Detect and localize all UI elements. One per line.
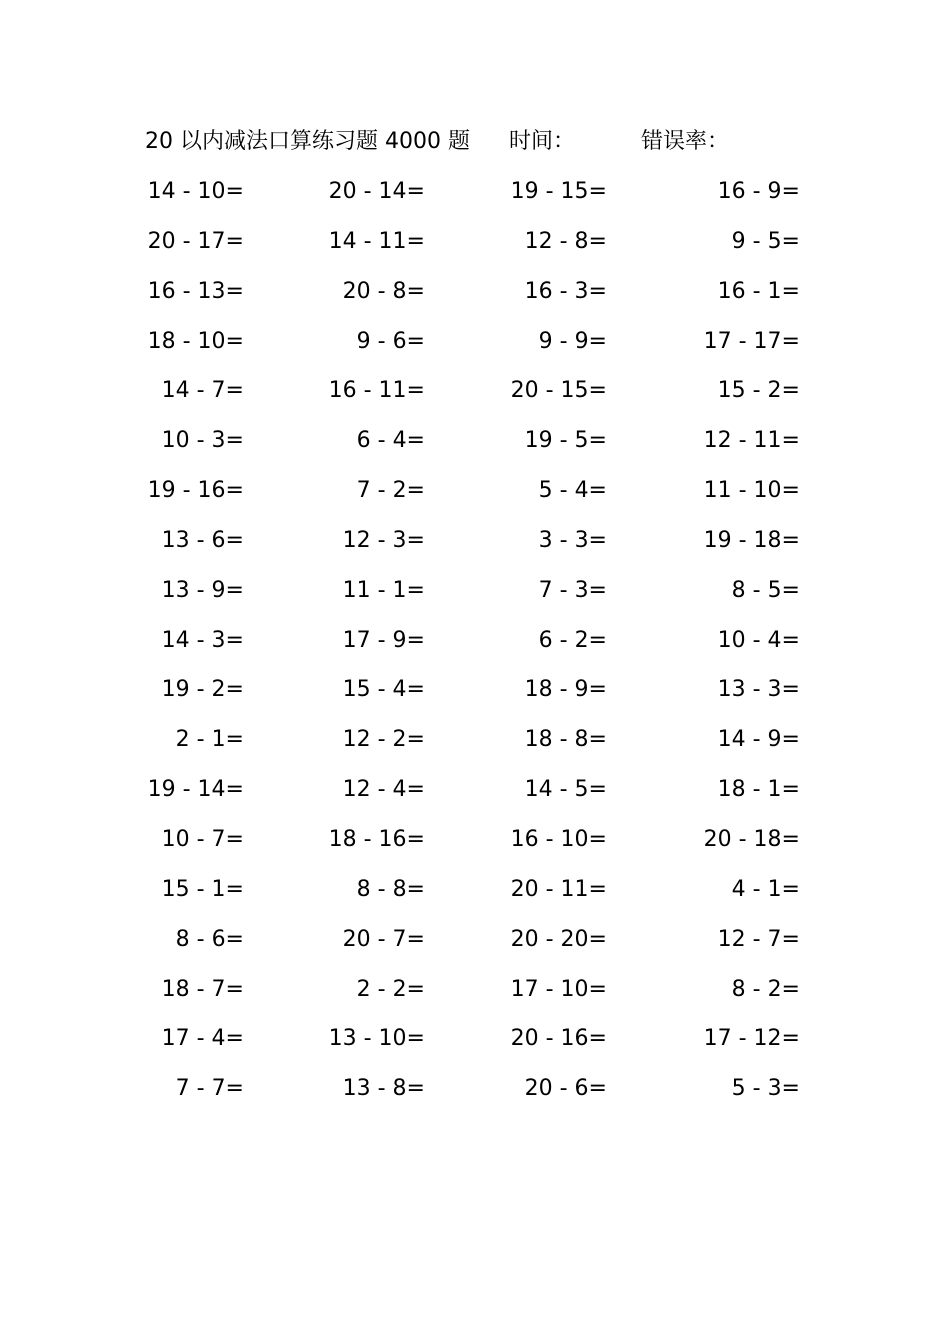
subtraction-problem: 16 - 9= (717, 179, 800, 204)
subtraction-problem: 20 - 16= (510, 1026, 607, 1052)
subtraction-problem: 7 - 3= (538, 577, 607, 603)
subtraction-problem: 18 - 9= (524, 677, 607, 703)
error-rate-label: 错误率： (641, 129, 730, 154)
subtraction-problem: 15 - 2= (717, 378, 800, 404)
subtraction-problem: 13 - 3= (717, 677, 800, 703)
subtraction-problem: 5 - 3= (731, 1076, 800, 1102)
subtraction-problem: 7 - 2= (356, 478, 425, 504)
subtraction-problem: 18 - 7= (161, 976, 244, 1002)
subtraction-problem: 16 - 1= (717, 278, 800, 304)
subtraction-problem: 8 - 8= (356, 876, 425, 902)
subtraction-problem: 10 - 7= (161, 826, 244, 852)
subtraction-problem: 12 - 4= (342, 777, 425, 803)
time-label: 时间： (509, 129, 576, 154)
subtraction-problem: 4 - 1= (731, 876, 800, 902)
subtraction-problem: 19 - 5= (524, 428, 607, 454)
subtraction-problem: 20 - 17= (147, 228, 244, 254)
subtraction-problem: 6 - 4= (356, 428, 425, 454)
subtraction-problem: 2 - 1= (175, 727, 244, 753)
subtraction-problem: 16 - 3= (524, 278, 607, 304)
subtraction-problem: 12 - 11= (703, 428, 800, 454)
subtraction-problem: 20 - 15= (510, 378, 607, 404)
problem-grid (140, 172, 800, 1119)
subtraction-problem: 7 - 7= (175, 1076, 244, 1102)
subtraction-problem: 8 - 2= (731, 976, 800, 1002)
subtraction-problem: 5 - 4= (538, 478, 607, 504)
subtraction-problem: 13 - 6= (161, 527, 244, 553)
subtraction-problem: 15 - 1= (161, 876, 244, 902)
subtraction-problem: 16 - 11= (328, 378, 425, 404)
subtraction-problem: 20 - 14= (328, 179, 425, 204)
subtraction-problem: 3 - 3= (538, 527, 607, 553)
subtraction-problem: 18 - 16= (328, 826, 425, 852)
subtraction-problem: 18 - 10= (147, 328, 244, 354)
subtraction-problem: 17 - 17= (703, 328, 800, 354)
subtraction-problem: 20 - 11= (510, 876, 607, 902)
worksheet-header (145, 124, 825, 160)
subtraction-problem: 14 - 5= (524, 777, 607, 803)
subtraction-problem: 14 - 11= (328, 228, 425, 254)
subtraction-problem: 19 - 2= (161, 677, 244, 703)
subtraction-problem: 18 - 8= (524, 727, 607, 753)
subtraction-problem: 19 - 16= (147, 478, 244, 504)
subtraction-problem: 14 - 7= (161, 378, 244, 404)
subtraction-problem: 9 - 9= (538, 328, 607, 354)
subtraction-problem: 14 - 9= (717, 727, 800, 753)
subtraction-problem: 20 - 7= (342, 926, 425, 952)
subtraction-problem: 14 - 10= (147, 179, 244, 204)
subtraction-problem: 19 - 14= (147, 777, 244, 803)
subtraction-problem: 6 - 2= (538, 627, 607, 653)
subtraction-problem: 10 - 4= (717, 627, 800, 653)
subtraction-problem: 13 - 10= (328, 1026, 425, 1052)
subtraction-problem: 12 - 2= (342, 727, 425, 753)
subtraction-problem: 15 - 4= (342, 677, 425, 703)
subtraction-problem: 12 - 7= (717, 926, 800, 952)
worksheet-title: 20 以内减法口算练习题 4000 题 (145, 129, 470, 154)
subtraction-problem: 11 - 1= (342, 577, 425, 603)
subtraction-problem: 14 - 3= (161, 627, 244, 653)
subtraction-problem: 16 - 13= (147, 278, 244, 304)
subtraction-problem: 20 - 20= (510, 926, 607, 952)
subtraction-problem: 12 - 3= (342, 527, 425, 553)
subtraction-problem: 8 - 5= (731, 577, 800, 603)
subtraction-problem: 11 - 10= (703, 478, 800, 504)
subtraction-problem: 8 - 6= (175, 926, 244, 952)
subtraction-problem: 16 - 10= (510, 826, 607, 852)
subtraction-problem: 13 - 8= (342, 1076, 425, 1102)
subtraction-problem: 19 - 15= (510, 179, 607, 204)
subtraction-problem: 20 - 8= (342, 278, 425, 304)
subtraction-problem: 12 - 8= (524, 228, 607, 254)
subtraction-problem: 20 - 6= (524, 1076, 607, 1102)
subtraction-problem: 17 - 10= (510, 976, 607, 1002)
subtraction-problem: 19 - 18= (703, 527, 800, 553)
subtraction-problem: 10 - 3= (161, 428, 244, 454)
subtraction-problem: 13 - 9= (161, 577, 244, 603)
subtraction-problem: 2 - 2= (356, 976, 425, 1002)
subtraction-problem: 17 - 4= (161, 1026, 244, 1052)
subtraction-problem: 20 - 18= (703, 826, 800, 852)
subtraction-problem: 9 - 5= (731, 228, 800, 254)
subtraction-problem: 18 - 1= (717, 777, 800, 803)
subtraction-problem: 17 - 9= (342, 627, 425, 653)
subtraction-problem: 17 - 12= (703, 1026, 800, 1052)
subtraction-problem: 9 - 6= (356, 328, 425, 354)
